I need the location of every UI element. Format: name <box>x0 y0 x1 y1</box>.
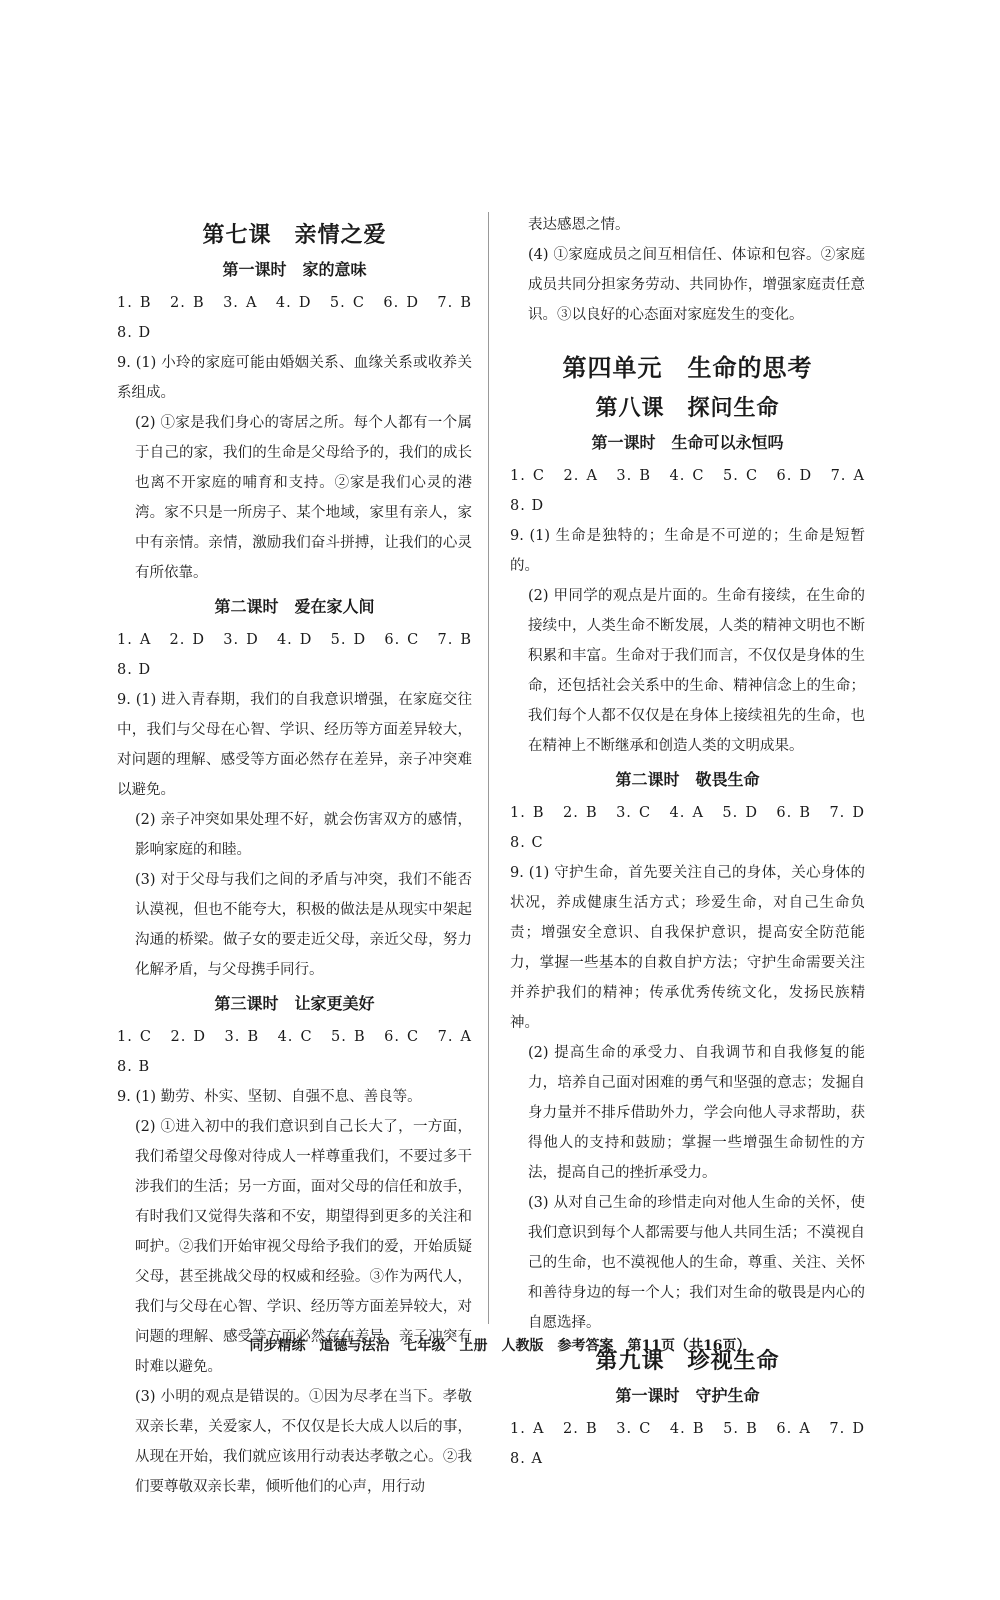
choice-answers: 1. A 2. B 3. C 4. B 5. B 6. A 7. D 8. A <box>510 1421 881 1467</box>
answer-paragraph: (2) 亲子冲突如果处理不好，就会伤害双方的感情，影响家庭的和睦。 <box>135 812 472 858</box>
answer-paragraph: (2) 提高生命的承受力、自我调节和自我修复的能力，培养自己面对困难的勇气和坚强的意志；发掘自身力量并不排斥借助外力，学会向他人寻求帮助，获得他人的支持和鼓励；掌握一些增强生命韧性的方法，提高自己的挫折承受力。 <box>528 1045 865 1181</box>
section-title: 第一课时 守护生命 <box>615 1386 760 1405</box>
column-divider <box>488 212 489 1324</box>
choice-answers: 1. B 2. B 3. A 4. D 5. C 6. D 7. B 8. D <box>117 295 488 341</box>
answer-paragraph: (4) ①家庭成员之间互相信任、体谅和包容。②家庭成员共同分担家务劳动、共同协作，增强家庭责任意识。③以良好的心态面对家庭发生的变化。 <box>528 247 865 323</box>
answer-paragraph: 表达感恩之情。 <box>528 217 630 233</box>
answer-paragraph: 9. (1) 小玲的家庭可能由婚姻关系、血缘关系或收养关系组成。 <box>117 355 472 401</box>
lesson-title: 第七课 亲情之爱 <box>202 222 387 248</box>
unit-title: 第四单元 生命的思考 <box>562 353 813 382</box>
lesson-title: 第八课 探问生命 <box>595 395 780 421</box>
answer-paragraph: 9. (1) 勤劳、朴实、坚韧、自强不息、善良等。 <box>117 1089 422 1105</box>
answer-paragraph: (3) 小明的观点是错误的。①因为尽孝在当下。孝敬双亲长辈，关爱家人，不仅仅是长大成人以后的事，从现在开始，我们就应该用行动表达孝敬之心。②我们要尊敬双亲长辈，倾听他们的心声，用行动 <box>135 1389 472 1495</box>
answer-paragraph: (3) 从对自己生命的珍惜走向对他人生命的关怀，使我们意识到每个人都需要与他人共同生活；不漠视自己的生命，也不漠视他人的生命，尊重、关注、关怀和善待身边的每一个人；我们对生命的敬畏是内心的自愿选择。 <box>528 1195 865 1331</box>
answer-paragraph: 9. (1) 进入青春期，我们的自我意识增强，在家庭交往中，我们与父母在心智、学识、经历等方面差异较大，对问题的理解、感受等方面必然存在差异，亲子冲突难以避免。 <box>117 692 472 798</box>
section-title: 第三课时 让家更美好 <box>214 994 375 1013</box>
answer-paragraph: (3) 对于父母与我们之间的矛盾与冲突，我们不能否认漠视，但也不能夸大，积极的做法是从现实中架起沟通的桥梁。做子女的要走近父母，亲近父母，努力化解矛盾，与父母携手同行。 <box>135 872 472 978</box>
answer-paragraph: (2) ①进入初中的我们意识到自己长大了，一方面，我们希望父母像对待成人一样尊重我们，不要过多干涉我们的生活；另一方面，面对父母的信任和放手，有时我们又觉得失落和不安，期望得到更多的关注和呵护。②我们开始审视父母给予我们的爱，开始质疑父母，甚至挑战父母的权威和经验。③作为两代人，我们与父母在心智、学识、经历等方面差异较大，对问题的理解、感受等方面必然存在差异，亲子冲突有时难以避免。 <box>135 1119 472 1375</box>
answer-paragraph: 9. (1) 守护生命，首先要关注自己的身体，关心身体的状况，养成健康生活方式；珍爱生命，对自己生命负责；增强安全意识、自我保护意识，提高安全防范能力，掌握一些基本的自救自护方法；守护生命需要关注并养护我们的精神；传承优秀传统文化，发扬民族精神。 <box>510 865 865 1031</box>
answer-paragraph: 9. (1) 生命是独特的；生命是不可逆的；生命是短暂的。 <box>510 528 865 574</box>
section-title: 第一课时 家的意味 <box>222 260 367 279</box>
page-footer: 同步精练 道德与法治 七年级 上册 人教版 参考答案 第11页（共16页） <box>249 1338 751 1354</box>
section-title: 第一课时 生命可以永恒吗 <box>591 433 784 452</box>
answer-paragraph: (2) ①家是我们身心的寄居之所。每个人都有一个属于自己的家，我们的生命是父母给予的，我们的成长也离不开家庭的哺育和支持。②家是我们心灵的港湾。家不只是一所房子、某个地域，家里有亲人，家中有亲情。亲情，激励我们奋斗拼搏，让我们的心灵有所依靠。 <box>135 415 472 581</box>
section-title: 第二课时 敬畏生命 <box>615 770 760 789</box>
choice-answers: 1. A 2. D 3. D 4. D 5. D 6. C 7. B 8. D <box>117 632 488 678</box>
answer-paragraph: (2) 甲同学的观点是片面的。生命有接续，在生命的接续中，人类生命不断发展，人类的精神文明也不断积累和丰富。生命对于我们而言，不仅仅是身体的生命，还包括社会关系中的生命、精神信念上的生命；我们每个人都不仅仅是在身体上接续祖先的生命，也在精神上不断继承和创造人类的文明成果。 <box>528 588 865 754</box>
lesson-title: 第九课 珍视生命 <box>595 1348 780 1374</box>
choice-answers: 1. C 2. A 3. B 4. C 5. C 6. D 7. A 8. D <box>510 468 881 514</box>
section-title: 第二课时 爱在家人间 <box>214 597 375 616</box>
left-column <box>117 212 488 1502</box>
right-column <box>510 212 881 1474</box>
choice-answers: 1. C 2. D 3. B 4. C 5. B 6. C 7. A 8. B <box>117 1029 488 1075</box>
choice-answers: 1. B 2. B 3. C 4. A 5. D 6. B 7. D 8. C <box>510 805 881 851</box>
